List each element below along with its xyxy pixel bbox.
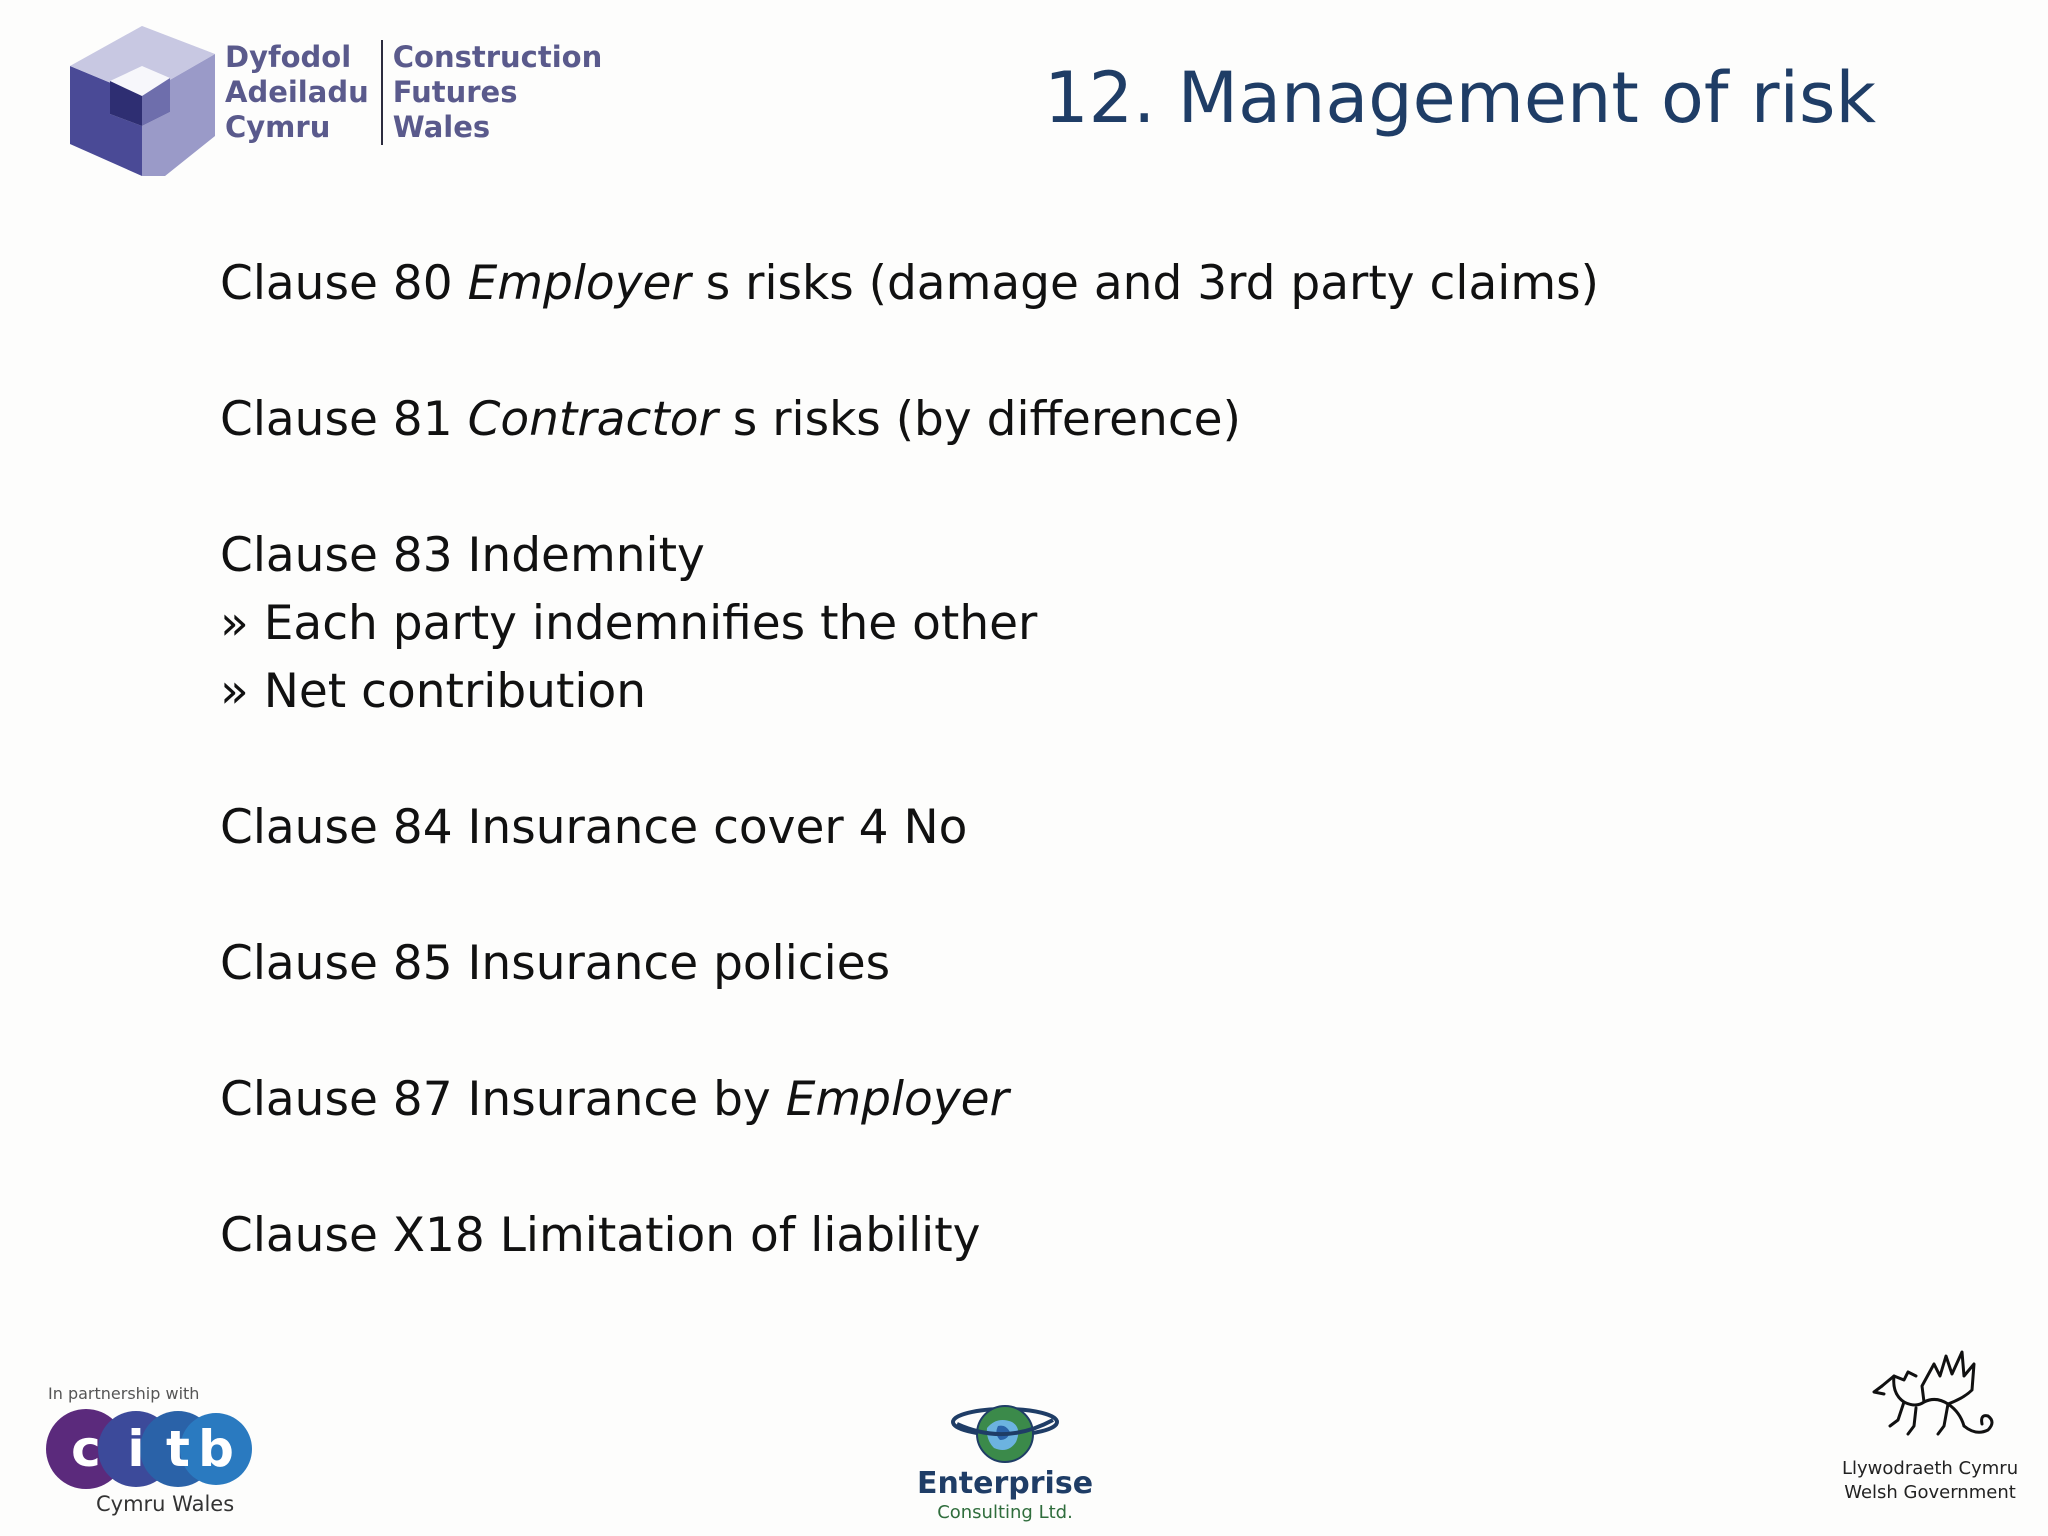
- enterprise-subtitle: Consulting Ltd.: [937, 1502, 1073, 1523]
- clause-text: s risks (by difference): [717, 392, 1241, 447]
- clause-84-line: Clause 84 Insurance cover 4 No: [220, 800, 968, 855]
- logo-word: Adeiladu: [225, 75, 369, 109]
- logo-word: Futures: [392, 75, 518, 109]
- citb-region-label: Cymru Wales: [96, 1492, 235, 1516]
- welsh-government-logo: [1842, 1346, 2018, 1516]
- logo-welsh-column: [225, 40, 383, 145]
- english-name-label: Welsh Government: [1844, 1482, 2016, 1503]
- logo-english-column: [383, 40, 615, 145]
- clause-83-line: Clause 83 Indemnity: [220, 528, 705, 583]
- citb-logo: [44, 1384, 254, 1520]
- clause-83-sub-net-contribution: » Net contribution: [220, 664, 646, 719]
- clause-text: Clause 81: [220, 392, 468, 447]
- clause-text: Clause 87 Insurance by: [220, 1072, 786, 1127]
- logo-wordmark: [225, 40, 614, 145]
- construction-futures-wales-logo: [70, 26, 630, 186]
- welsh-name-label: Llywodraeth Cymru: [1842, 1458, 2019, 1479]
- citb-letter: b: [198, 1420, 234, 1478]
- citb-circles-icon: [44, 1408, 254, 1490]
- citb-letter: t: [166, 1420, 190, 1478]
- cube-logo-icon: [70, 26, 215, 176]
- logo-word: Cymru: [225, 110, 331, 144]
- clause-text: s risks (damage and 3rd party claims): [690, 256, 1599, 311]
- clause-87-line: [220, 1066, 1820, 1134]
- enterprise-consulting-logo: [910, 1398, 1100, 1524]
- clause-83-sub-indemnify: » Each party indemnifies the other: [220, 596, 1038, 651]
- clause-x18-line: Clause X18 Limitation of liability: [220, 1208, 981, 1263]
- partnership-label: In partnership with: [48, 1384, 200, 1403]
- clause-emphasis: Employer: [785, 1072, 1009, 1127]
- clause-81-line: [220, 386, 1820, 454]
- slide-body: [220, 250, 1820, 1270]
- clause-80-line: [220, 250, 1820, 318]
- clause-text: Clause 80: [220, 256, 468, 311]
- logo-word: Dyfodol: [225, 40, 352, 74]
- enterprise-name: Enterprise: [916, 1466, 1094, 1501]
- logo-word: Wales: [392, 110, 491, 144]
- clause-85-line: Clause 85 Insurance policies: [220, 936, 891, 991]
- dragon-icon: [1864, 1346, 2004, 1456]
- slide-title: 12. Management of risk: [1044, 57, 1876, 139]
- citb-letter: c: [71, 1420, 101, 1478]
- clause-emphasis: Employer: [467, 256, 691, 311]
- logo-word: Construction: [392, 40, 603, 74]
- globe-icon: [942, 1398, 1068, 1464]
- clause-emphasis: Contractor: [467, 392, 718, 447]
- citb-letter: i: [127, 1420, 145, 1478]
